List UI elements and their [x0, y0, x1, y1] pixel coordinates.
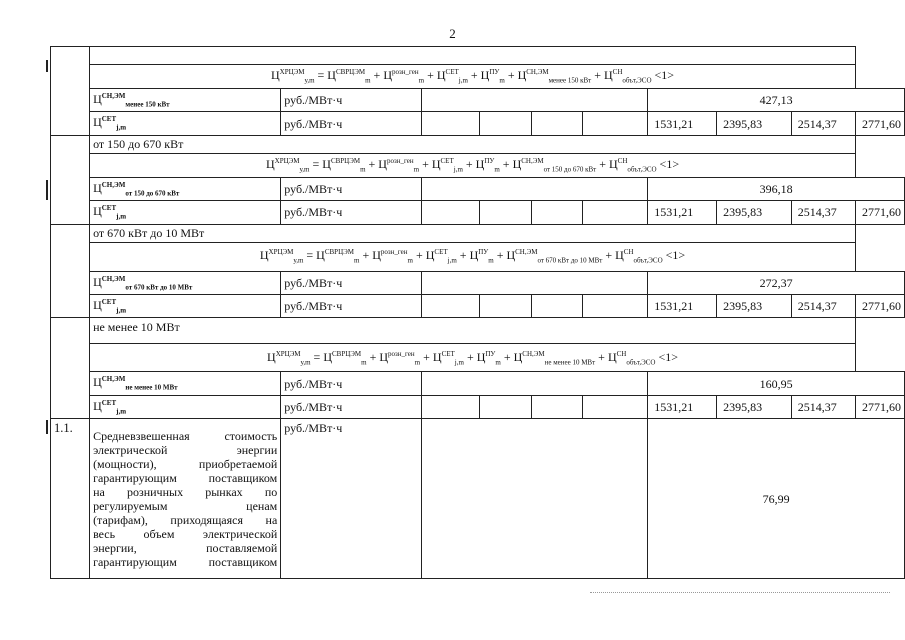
- item-number-cell: [51, 135, 90, 224]
- set-value: 2771,60: [856, 201, 905, 224]
- set-value: 2771,60: [856, 395, 905, 418]
- unit-label: руб./МВт·ч: [281, 201, 422, 224]
- empty-cell: [531, 201, 583, 224]
- formula-670-10: [90, 242, 856, 271]
- scan-edge: [590, 592, 890, 594]
- sn-symbol: $Ц^{СН,ЭМ}_{менее 150 кВт}$: [90, 89, 281, 112]
- description-line: энергии, поставляемой: [93, 540, 278, 555]
- group-heading-row: [51, 47, 905, 65]
- group-heading: [90, 47, 856, 65]
- set-value: 1531,21: [648, 201, 717, 224]
- description-line: электрической энергии: [93, 442, 278, 457]
- empty-cell: [531, 112, 583, 135]
- set-value: 2771,60: [856, 294, 905, 317]
- group-heading-row: [51, 318, 905, 344]
- set-value: 2514,37: [791, 201, 855, 224]
- empty-cell: [422, 177, 648, 200]
- group-heading: от 150 до 670 кВт: [90, 135, 856, 153]
- set-value: 1531,21: [648, 294, 717, 317]
- empty-cell: [422, 201, 480, 224]
- set-symbol: $Ц^{СЕТ}_{j,m}$: [90, 112, 281, 135]
- description-line: весь объем электрической: [93, 526, 278, 541]
- description-line: Средневзвешенная стоимость: [93, 428, 278, 443]
- set-value: 1531,21: [648, 395, 717, 418]
- description-line: (мощности), приобретаемой: [93, 456, 278, 471]
- set-row: [51, 395, 905, 418]
- formula-ge10: [90, 344, 856, 372]
- set-value: 2395,83: [717, 294, 792, 317]
- item-value: 76,99: [648, 419, 905, 579]
- unit-label: руб./МВт·ч: [281, 419, 422, 579]
- formula-150-670: [90, 153, 856, 177]
- sn-value: 272,37: [648, 271, 905, 294]
- scan-artifact: [46, 420, 48, 434]
- description-line: гарантирующим поставщиком: [93, 554, 278, 569]
- sn-symbol: $Ц^{СН,ЭМ}_{от 150 до 670 кВт}$: [90, 177, 281, 200]
- formula-text: $Ц^{ХРЦЭМ}_{у,m} = Ц^{СВРЦЭМ}_m + Ц^{розн\_ген}_m + Ц^{СЕТ}_{j,m} + Ц^{ПУ}_m + Ц^{СН,ЭМ}_{менее 150 кВт} + Ц^{СН}_{обът,ЭСО} <1>$: [270, 68, 675, 85]
- formula-lt150: [90, 65, 856, 89]
- empty-cell: [583, 294, 648, 317]
- group-heading: не менее 10 МВт: [90, 318, 856, 344]
- sn-row: [51, 372, 905, 395]
- scan-artifact: [46, 60, 48, 72]
- formula-row: [51, 65, 905, 89]
- empty-cell: [422, 112, 480, 135]
- empty-cell: [422, 372, 648, 395]
- empty-cell: [422, 89, 648, 112]
- set-value: 2395,83: [717, 112, 792, 135]
- sn-row: [51, 89, 905, 112]
- formula-row: [51, 242, 905, 271]
- sn-row: [51, 177, 905, 200]
- item-number-cell: [51, 318, 90, 419]
- set-symbol: $Ц^{СЕТ}_{j,m}$: [90, 395, 281, 418]
- set-value: 2771,60: [856, 112, 905, 135]
- set-row: [51, 201, 905, 224]
- item-description: [90, 419, 281, 579]
- set-value: 2395,83: [717, 395, 792, 418]
- empty-cell: [583, 112, 648, 135]
- group-heading: от 670 кВт до 10 МВт: [90, 224, 856, 242]
- empty-cell: [480, 112, 532, 135]
- group-heading-row: [51, 224, 905, 242]
- sn-value: 160,95: [648, 372, 905, 395]
- unit-label: руб./МВт·ч: [281, 89, 422, 112]
- unit-label: руб./МВт·ч: [281, 372, 422, 395]
- unit-label: руб./МВт·ч: [281, 271, 422, 294]
- unit-label: руб./МВт·ч: [281, 395, 422, 418]
- set-symbol: $Ц^{СЕТ}_{j,m}$: [90, 294, 281, 317]
- sn-value: 396,18: [648, 177, 905, 200]
- description-line: на розничных рынках по: [93, 484, 278, 499]
- item-number: 1.1.: [51, 419, 90, 579]
- empty-cell: [480, 294, 532, 317]
- formula-row: [51, 344, 905, 372]
- formula-row: [51, 153, 905, 177]
- formula-text: $Ц^{ХРЦЭМ}_{у,m} = Ц^{СВРЦЭМ}_m + Ц^{розн\_ген}_m + Ц^{СЕТ}_{j,m} + Ц^{ПУ}_m + Ц^{СН,ЭМ}_{не менее 10 МВт} + Ц^{СН}_{обът,ЭСО} <1>$: [267, 349, 679, 367]
- empty-cell: [422, 395, 480, 418]
- empty-cell: [583, 201, 648, 224]
- unit-label: руб./МВт·ч: [281, 294, 422, 317]
- set-value: 2395,83: [717, 201, 792, 224]
- empty-cell: [480, 201, 532, 224]
- empty-cell: [583, 395, 648, 418]
- description-line: регулируемым ценам: [93, 498, 278, 513]
- unit-label: руб./МВт·ч: [281, 112, 422, 135]
- tariff-table: [50, 46, 905, 579]
- group-heading-row: [51, 135, 905, 153]
- formula-text: $Ц^{ХРЦЭМ}_{у,m} = Ц^{СВРЦЭМ}_m + Ц^{розн\_ген}_m + Ц^{СЕТ}_{j,m} + Ц^{ПУ}_m + Ц^{СН,ЭМ}_{от 150 до 670 кВт} + Ц^{СН}_{обът,ЭСО} <1>$: [265, 157, 680, 174]
- item-1-1-row: [51, 419, 905, 579]
- set-row: [51, 294, 905, 317]
- empty-cell: [480, 395, 532, 418]
- scan-artifact: [46, 180, 48, 200]
- sn-value: 427,13: [648, 89, 905, 112]
- sn-symbol: $Ц^{СН,ЭМ}_{не менее 10 МВт}$: [90, 372, 281, 395]
- page-number: 2: [449, 26, 456, 41]
- empty-cell: [531, 395, 583, 418]
- description-line: (тарифам), приходящаяся на: [93, 512, 278, 527]
- empty-cell: [531, 294, 583, 317]
- item-number-cell: [51, 47, 90, 136]
- empty-cell: [422, 271, 648, 294]
- sn-row: [51, 271, 905, 294]
- set-value: 2514,37: [791, 294, 855, 317]
- set-symbol: $Ц^{СЕТ}_{j,m}$: [90, 201, 281, 224]
- unit-label: руб./МВт·ч: [281, 177, 422, 200]
- set-row: [51, 112, 905, 135]
- empty-cell: [422, 294, 480, 317]
- empty-cell: [422, 419, 648, 579]
- item-number-cell: [51, 224, 90, 318]
- sn-symbol: $Ц^{СН,ЭМ}_{от 670 кВт до 10 МВт}$: [90, 271, 281, 294]
- set-value: 2514,37: [791, 395, 855, 418]
- set-value: 2514,37: [791, 112, 855, 135]
- description-line: гарантирующим поставщиком: [93, 470, 278, 485]
- formula-text: $Ц^{ХРЦЭМ}_{у,m} = Ц^{СВРЦЭМ}_m + Ц^{розн\_ген}_m + Ц^{СЕТ}_{j,m} + Ц^{ПУ}_m + Ц^{СН,ЭМ}_{от 670 кВт до 10 МВт} + Ц^{СН}_{обът,ЭСО} <1>$: [259, 248, 686, 265]
- set-value: 1531,21: [648, 112, 717, 135]
